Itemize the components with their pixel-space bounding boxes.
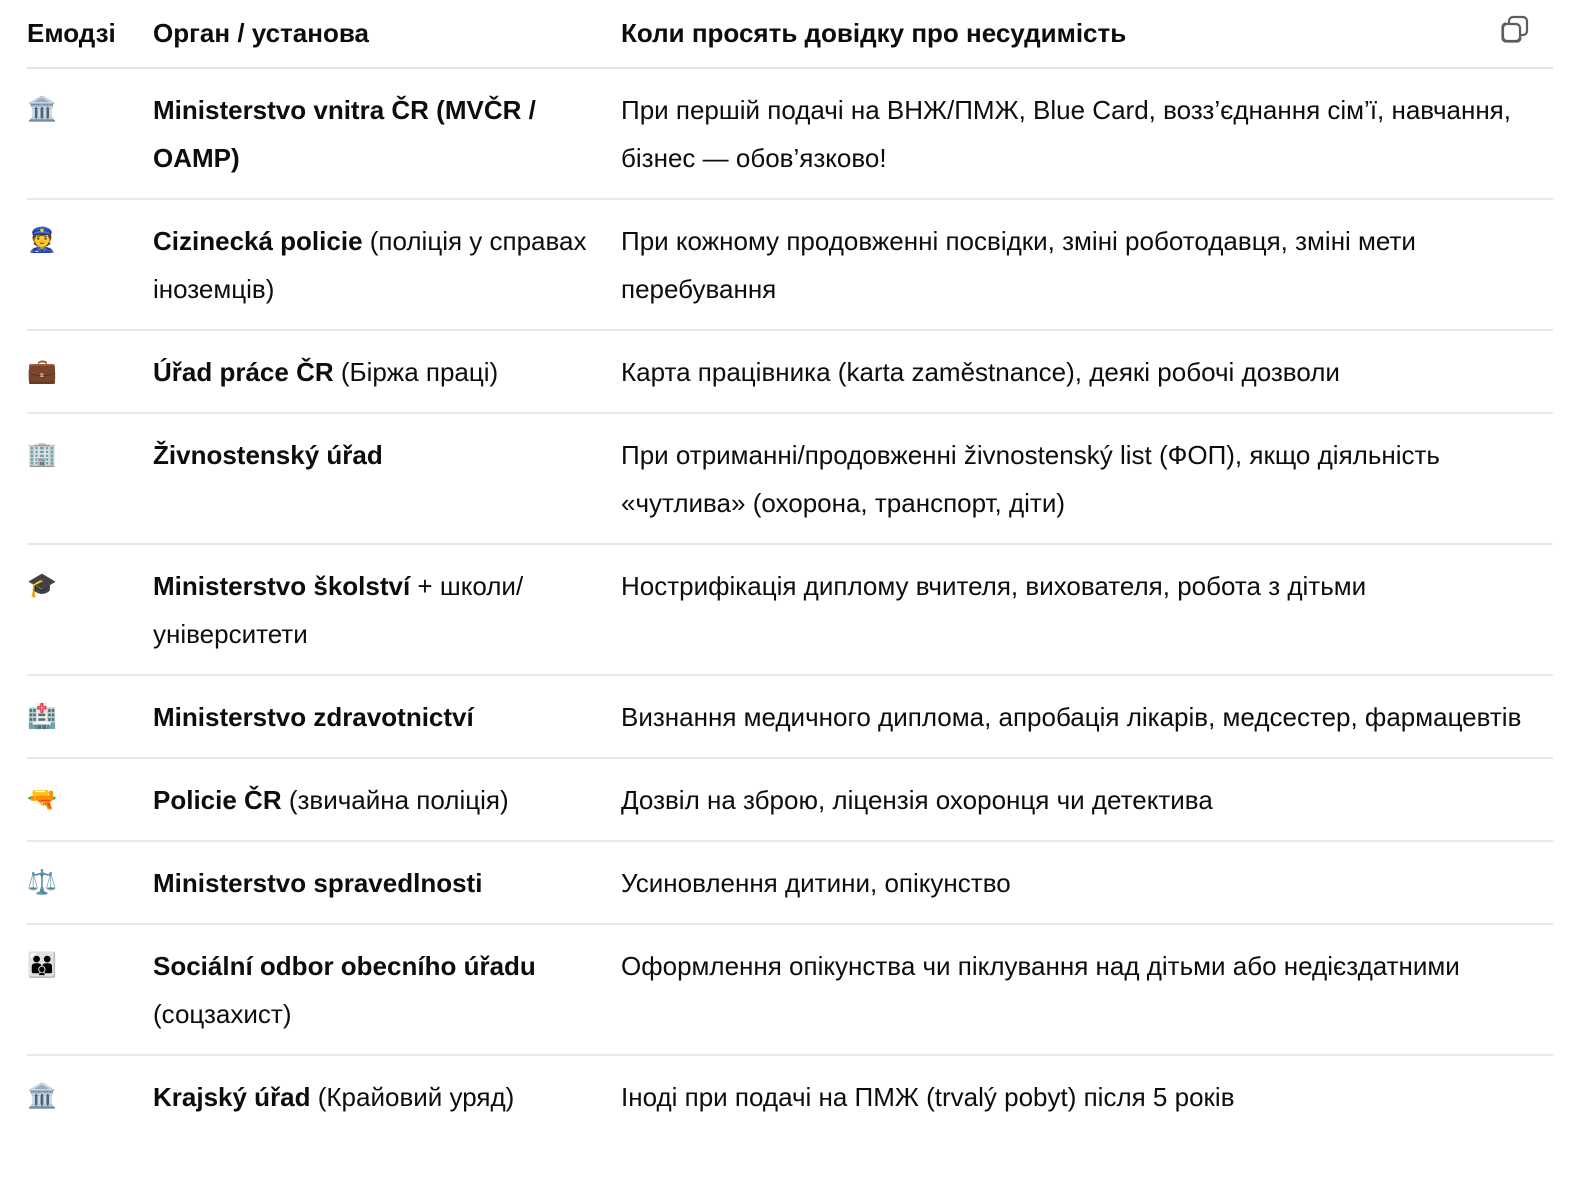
hospital-icon: 🏥 bbox=[27, 703, 57, 730]
graduation-cap-icon: 🎓 bbox=[27, 572, 57, 599]
family-icon: 👪 bbox=[27, 952, 57, 979]
when-cell: Усиновлення дитини, опікунство bbox=[621, 841, 1553, 924]
emoji-cell bbox=[27, 544, 153, 675]
when-cell: При кожному продовженні посвідки, зміні роботодавця, зміні мети перебування bbox=[621, 199, 1553, 330]
emoji-cell bbox=[27, 675, 153, 758]
authority-note: (соцзахист) bbox=[153, 999, 292, 1029]
authority-note: (Крайовий уряд) bbox=[310, 1082, 515, 1112]
authority-name: Ministerstvo vnitra ČR (MVČR / OAMP) bbox=[153, 95, 536, 173]
table-row bbox=[27, 841, 1553, 924]
when-cell: Дозвіл на зброю, ліцензія охоронця чи детектива bbox=[621, 758, 1553, 841]
table-row bbox=[27, 330, 1553, 413]
emoji-cell bbox=[27, 841, 153, 924]
when-cell: Оформлення опікунства чи піклування над дітьми або недієздатними bbox=[621, 924, 1553, 1055]
when-cell: Карта працівника (karta zaměstnance), деякі робочі дозволи bbox=[621, 330, 1553, 413]
table-row bbox=[27, 758, 1553, 841]
authority-cell bbox=[153, 841, 621, 924]
balance-scale-icon: ⚖️ bbox=[27, 869, 57, 896]
authority-note: (поліція у справах іноземців) bbox=[153, 226, 587, 304]
authority-cell bbox=[153, 199, 621, 330]
office-building-icon: 🏢 bbox=[27, 441, 57, 468]
authority-note: + школи/університети bbox=[153, 571, 524, 649]
when-cell: Іноді при подачі на ПМЖ (trvalý pobyt) після 5 років bbox=[621, 1082, 1235, 1112]
authority-name: Policie ČR bbox=[153, 785, 282, 815]
table-row bbox=[27, 924, 1553, 1055]
authority-cell bbox=[153, 68, 621, 199]
water-pistol-icon: 🔫 bbox=[27, 786, 57, 813]
classical-building-icon: 🏛️ bbox=[27, 1083, 57, 1110]
when-cell: Визнання медичного диплома, апробація лікарів, медсестер, фармацевтів bbox=[621, 675, 1553, 758]
emoji-cell bbox=[27, 330, 153, 413]
table-row bbox=[27, 544, 1553, 675]
data-table bbox=[27, 0, 1553, 1137]
authority-name: Živnostenský úřad bbox=[153, 440, 383, 470]
when-cell: При першій подачі на ВНЖ/ПМЖ, Blue Card, возз’єднання сім’ї, навчання, бізнес — обов’язково! bbox=[621, 68, 1553, 199]
column-header-authority: Орган / установа bbox=[153, 0, 621, 68]
emoji-cell bbox=[27, 924, 153, 1055]
column-header-emoji: Емодзі bbox=[27, 0, 153, 68]
authority-note: (Біржа праці) bbox=[333, 357, 499, 387]
authority-name: Krajský úřad bbox=[153, 1082, 311, 1112]
classical-building-icon: 🏛️ bbox=[27, 96, 57, 123]
authority-cell bbox=[153, 924, 621, 1055]
when-cell: При отриманні/продовженні živnostenský list (ФОП), якщо діяльність «чутлива» (охорона, транспорт, діти) bbox=[621, 413, 1553, 544]
table-header-row bbox=[27, 0, 1553, 68]
authority-note: (звичайна поліція) bbox=[281, 785, 509, 815]
emoji-cell bbox=[27, 1055, 153, 1137]
authority-cell bbox=[153, 675, 621, 758]
table-row bbox=[27, 199, 1553, 330]
table-row bbox=[27, 675, 1553, 758]
table-row bbox=[27, 68, 1553, 199]
authority-name: Sociální odbor obecního úřadu bbox=[153, 951, 536, 981]
emoji-cell bbox=[27, 413, 153, 544]
authority-cell bbox=[153, 1055, 621, 1137]
copy-icon bbox=[1500, 14, 1530, 44]
column-header-when: Коли просять довідку про несудимість bbox=[621, 0, 1553, 68]
authority-cell bbox=[153, 330, 621, 413]
authority-name: Ministerstvo školství bbox=[153, 571, 411, 601]
authority-cell bbox=[153, 544, 621, 675]
authority-name: Cizinecká policie bbox=[153, 226, 363, 256]
authority-name: Ministerstvo spravedlnosti bbox=[153, 868, 483, 898]
emoji-cell bbox=[27, 68, 153, 199]
table-row bbox=[27, 1055, 1553, 1137]
authority-name: Úřad práce ČR bbox=[153, 357, 334, 387]
authority-name: Ministerstvo zdravotnictví bbox=[153, 702, 474, 732]
copy-button[interactable] bbox=[1500, 14, 1530, 44]
authority-cell bbox=[153, 413, 621, 544]
emoji-cell bbox=[27, 758, 153, 841]
authority-cell bbox=[153, 758, 621, 841]
briefcase-icon: 💼 bbox=[27, 358, 57, 385]
emoji-cell bbox=[27, 199, 153, 330]
police-officer-icon: 👮 bbox=[27, 227, 57, 254]
table-row bbox=[27, 413, 1553, 544]
when-cell: Нострифікація диплому вчителя, вихователя, робота з дітьми bbox=[621, 544, 1553, 675]
